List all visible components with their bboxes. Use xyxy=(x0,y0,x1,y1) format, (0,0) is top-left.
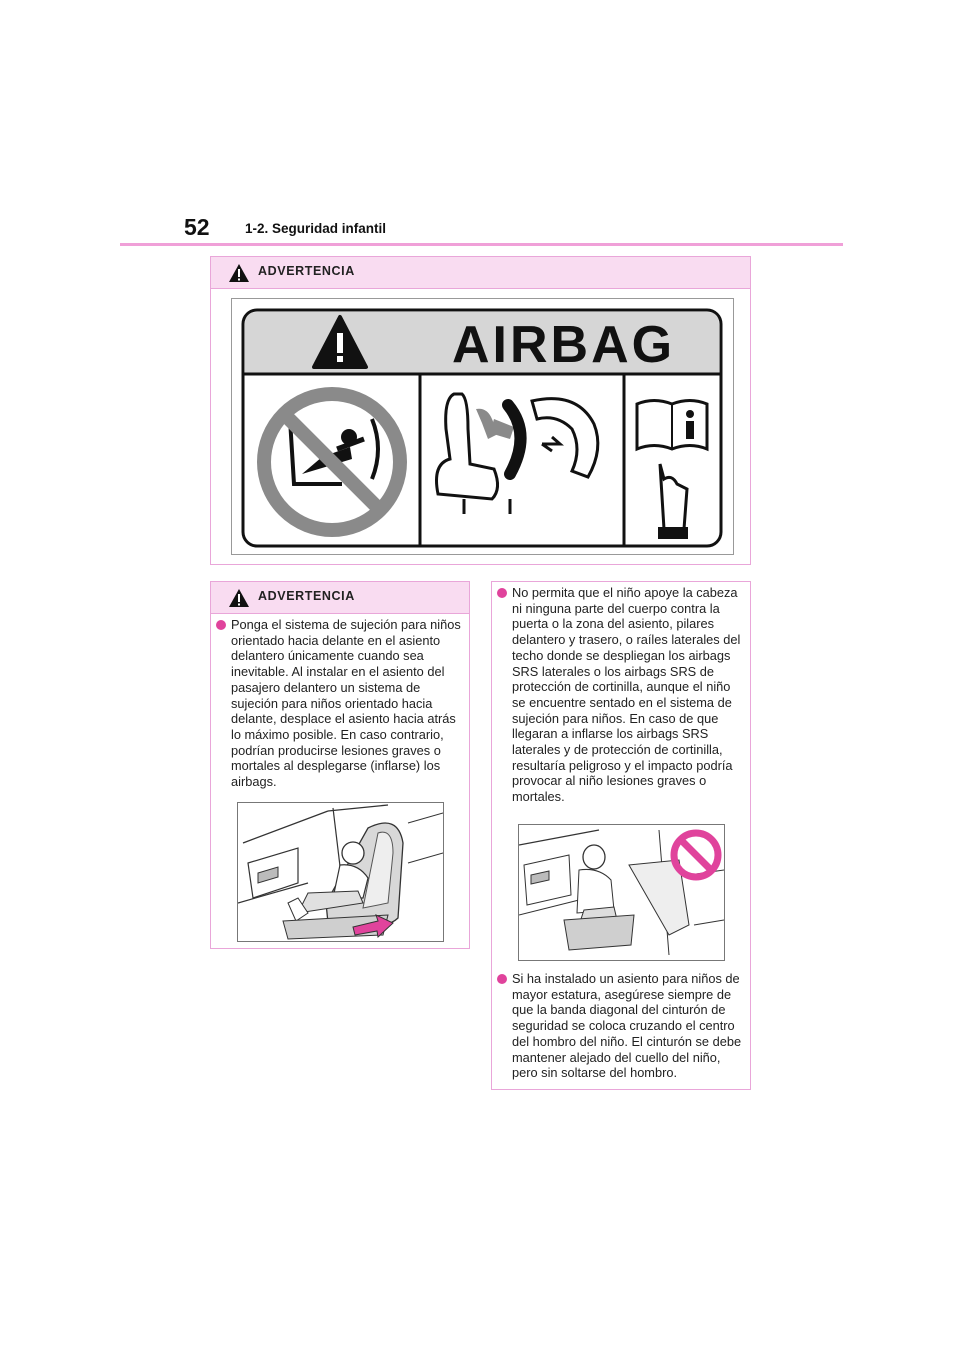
list-item xyxy=(497,585,745,805)
warning-header xyxy=(211,257,750,289)
illustration-prohibited-lean xyxy=(518,824,725,961)
page-number: 52 xyxy=(184,214,210,240)
list-item xyxy=(497,971,745,1081)
warning-triangle-icon xyxy=(228,588,250,608)
warning-title: ADVERTENCIA xyxy=(258,589,355,603)
airbag-warning-label xyxy=(231,298,734,555)
warning-header xyxy=(211,582,469,614)
header-rule xyxy=(120,243,843,246)
no-rear-facing-child-seat-icon xyxy=(264,394,400,530)
bullet-text: Si ha instalado un asiento para niños de mayor estatura, asegúrese siempre de que la banda diagonal del cinturón de seguridad se coloca cruzando el centro del hombro del niño. El cinturón se debe mantener alejado del cuello del niño, pero sin soltarse del hombro. xyxy=(512,971,742,1081)
illustration-forward-facing-seat xyxy=(237,802,444,942)
bullet-icon xyxy=(497,974,507,984)
bullet-text: Ponga el sistema de sujeción para niños orientado hacia delante en el asiento delantero únicamente cuando sea inevitable. Al instalar en el asiento del pasajero delantero un sistema de sujeción para niños orientado hacia delante, desplace el asiento hacia atrás lo máximo posible. En caso contrario, podrían producirse lesiones graves o mortales al desplegarse (inflarse) los airbags. xyxy=(231,617,461,790)
bullet-text: No permita que el niño apoye la cabeza ni ninguna parte del cuerpo contra la puerta o la zona del asiento, pilares delantero y trasero, o raíles laterales del techo donde se despliegan los airbags SRS laterales o los airbags SRS de protección de cortinilla, aunque el niño se encuentre sentado en el sistema de sujeción para niños. En caso de que llegaran a inflarse los airbags SRS laterales y de protección de cortinilla, resultaría peligroso y el impacto podría provocar al niño lesiones graves o mortales. xyxy=(512,585,741,805)
list-item xyxy=(216,617,464,790)
airbag-label-text: AIRBAG xyxy=(452,316,676,374)
warning-triangle-icon xyxy=(228,263,250,283)
bullet-icon xyxy=(216,620,226,630)
bullet-icon xyxy=(497,588,507,598)
warning-title: ADVERTENCIA xyxy=(258,264,355,278)
warning-box-forward-facing xyxy=(210,581,470,949)
warning-box-airbag-label xyxy=(210,256,751,565)
warning-box-continued xyxy=(491,581,751,1090)
section-title: 1-2. Seguridad infantil xyxy=(245,221,387,236)
